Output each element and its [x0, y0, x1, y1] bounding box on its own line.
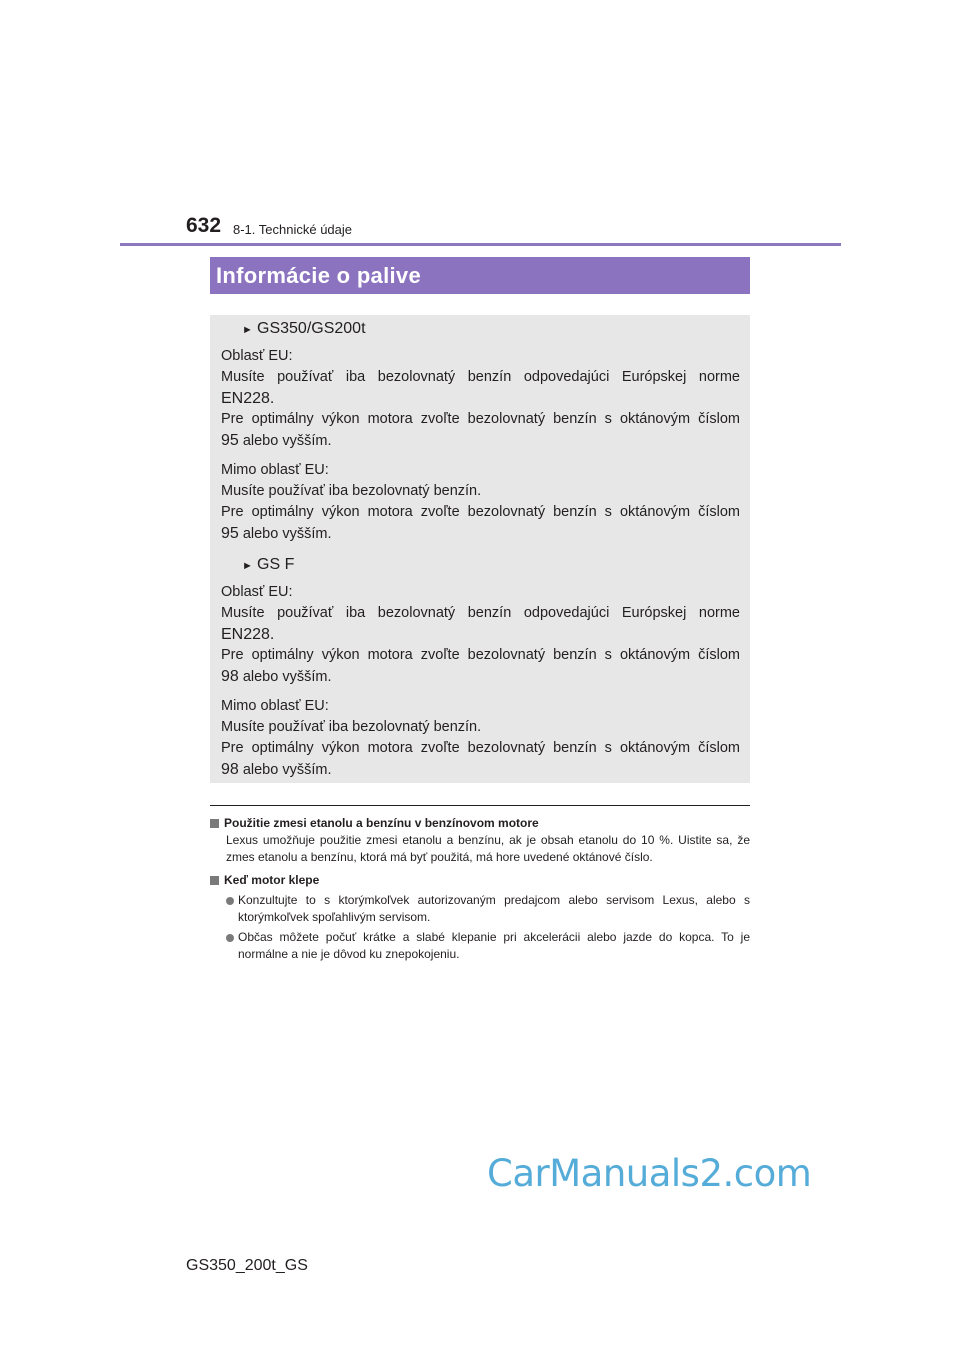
octane-number: 98 — [221, 761, 239, 778]
list-item: Občas môžete počuť krátke a slabé klepanie pri akcelerácii alebo jazde do kopca. To je normálne a nie je dôvod ku znepokojeniu. — [210, 929, 750, 963]
region-block — [221, 346, 740, 452]
circle-bullet-icon — [226, 934, 234, 942]
octane-suffix: alebo vyšším. — [242, 433, 332, 449]
requirement-text-end: EN228. — [221, 390, 275, 407]
requirement-text: Musíte používať iba bezolovnatý benzín. — [221, 483, 482, 499]
octane-number: 95 — [221, 432, 239, 449]
requirement-text-end: EN228. — [221, 626, 275, 643]
requirement-text: Musíte používať iba bezolovnatý benzín odpovedajúci Európskej norme — [221, 605, 740, 621]
region-label: Oblasť EU: — [221, 584, 293, 600]
recommendation-text: Pre optimálny výkon motora zvoľte bezolovnatý benzín s oktánovým číslom — [221, 411, 740, 427]
note-heading: Keď motor klepe — [210, 872, 750, 889]
note-text: Lexus umožňuje použitie zmesi etanolu a benzínu, ak je obsah etanolu do 10 %. Uistite sa, že zmes etanolu a benzínu, ktorá má byť použitá, má hore uvedené oktánové číslo. — [226, 833, 750, 864]
square-bullet-icon — [210, 876, 219, 885]
list-item: Konzultujte to s ktorýmkoľvek autorizovaným predajcom alebo servisom Lexus, alebo s ktorýmkoľvek spoľahlivým servisom. — [210, 892, 750, 926]
section-title: 8-1. Technické údaje — [233, 222, 353, 237]
region-label: Oblasť EU: — [221, 348, 293, 364]
model-heading: ► GS350/GS200t — [242, 317, 740, 340]
requirement-text: Musíte používať iba bezolovnatý benzín odpovedajúci Európskej norme — [221, 369, 740, 385]
note-heading: Použitie zmesi etanolu a benzínu v benzínovom motore — [210, 815, 750, 832]
page-number: 632 — [186, 214, 222, 237]
notes-divider — [210, 805, 750, 806]
octane-suffix: alebo vyšším. — [242, 526, 332, 542]
notes-section — [210, 815, 750, 966]
triangle-right-icon: ► — [242, 324, 253, 336]
octane-suffix: alebo vyšším. — [242, 669, 332, 685]
recommendation-text: Pre optimálny výkon motora zvoľte bezolovnatý benzín s oktánovým číslom — [221, 504, 740, 520]
square-bullet-icon — [210, 819, 219, 828]
region-block — [221, 582, 740, 688]
triangle-right-icon: ► — [242, 560, 253, 572]
circle-bullet-icon — [226, 897, 234, 905]
watermark-logo: CarManuals2.com — [487, 1152, 812, 1195]
footer-model-code: GS350_200t_GS — [186, 1257, 308, 1274]
region-label: Mimo oblasť EU: — [221, 462, 329, 478]
header-divider — [120, 243, 841, 246]
octane-number: 98 — [221, 668, 239, 685]
region-label: Mimo oblasť EU: — [221, 698, 329, 714]
requirement-text: Musíte používať iba bezolovnatý benzín. — [221, 719, 482, 735]
octane-number: 95 — [221, 525, 239, 542]
page-title: Informácie o palive — [210, 257, 750, 294]
fuel-info-box — [210, 315, 750, 783]
region-block — [221, 696, 740, 781]
recommendation-text: Pre optimálny výkon motora zvoľte bezolovnatý benzín s oktánovým číslom — [221, 740, 740, 756]
recommendation-text: Pre optimálny výkon motora zvoľte bezolovnatý benzín s oktánovým číslom — [221, 647, 740, 663]
octane-suffix: alebo vyšším. — [242, 762, 332, 778]
model-heading: ► GS F — [242, 553, 740, 576]
region-block — [221, 460, 740, 545]
